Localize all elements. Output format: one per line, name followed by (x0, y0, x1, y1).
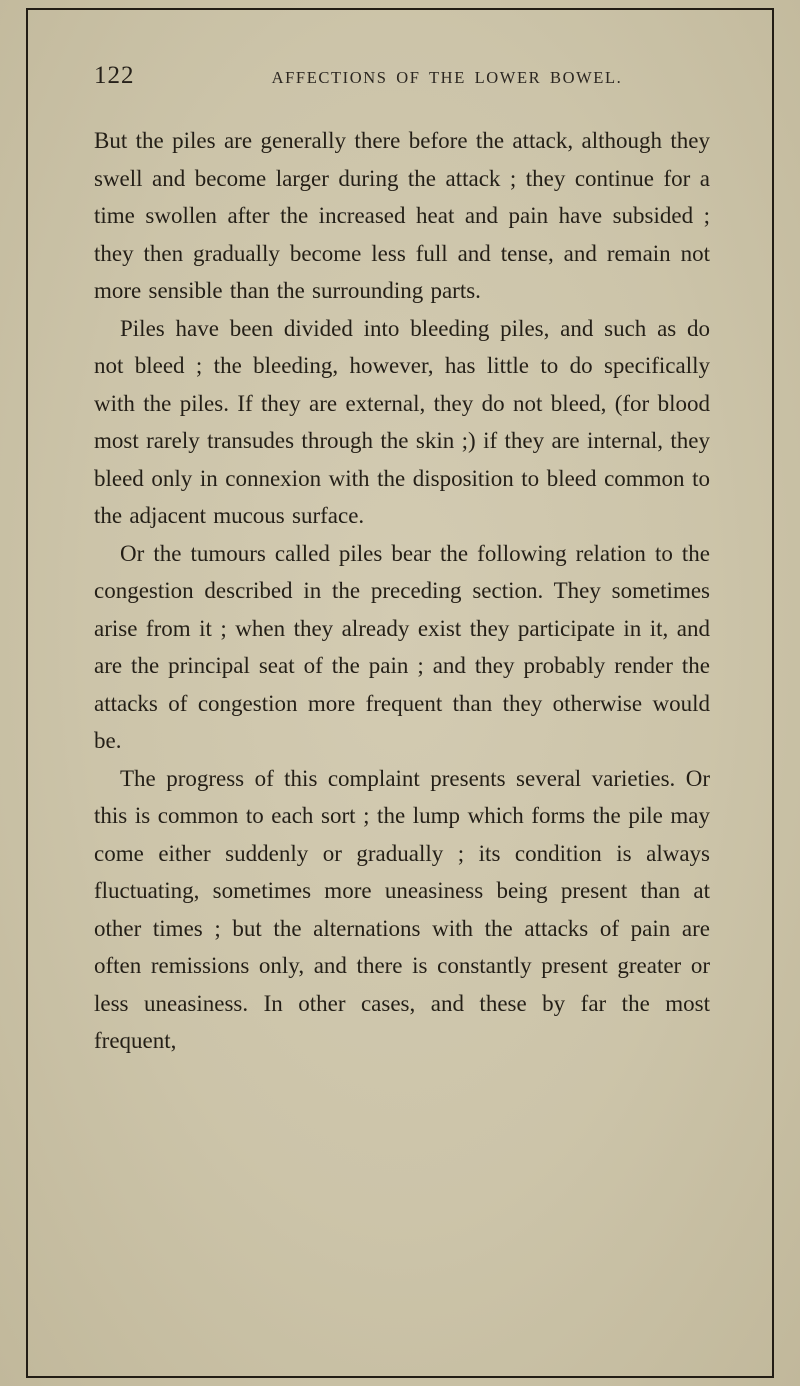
paragraph: But the piles are generally there before the attack, although they swell and become larger during the attack ; they continue for a time swollen after the increased heat and pain have subsided ; they then gradually become less full and tense, and remain not more sensible than the surrounding parts. (94, 128, 710, 303)
page-number: 122 (94, 62, 135, 89)
paragraph: Piles have been divided into bleeding piles, and such as do not bleed ; the bleeding, however, has little to do specifically with the piles. If they are external, they do not bleed, (for blood most rarely transudes through the skin ;) if they are internal, they bleed only in connexion with the disposition to bleed common to the adjacent mucous surface. (94, 315, 710, 528)
body-text (94, 122, 710, 1060)
page-header (94, 62, 710, 108)
paragraph: Or the tumours called piles bear the following relation to the congestion described in the preceding section. They sometimes arise from it ; when they already exist they participate in it, and are the principal seat of the pain ; and they probably render the attacks of congestion more frequent than they otherwise would be. (94, 540, 710, 753)
page-border (26, 8, 774, 1378)
running-header: AFFECTIONS OF THE LOWER BOWEL. (271, 68, 623, 87)
book-page (28, 10, 772, 1376)
paragraph: The progress of this complaint presents several varieties. Or this is common to each sort ; the lump which forms the pile may come either suddenly or gradually ; its condition is always fluctuating, sometimes more uneasiness being present than at other times ; but the alternations with the attacks of pain are often remissions only, and there is constantly present greater or less uneasiness. In other cases, and these by far the most frequent, (94, 765, 710, 1053)
